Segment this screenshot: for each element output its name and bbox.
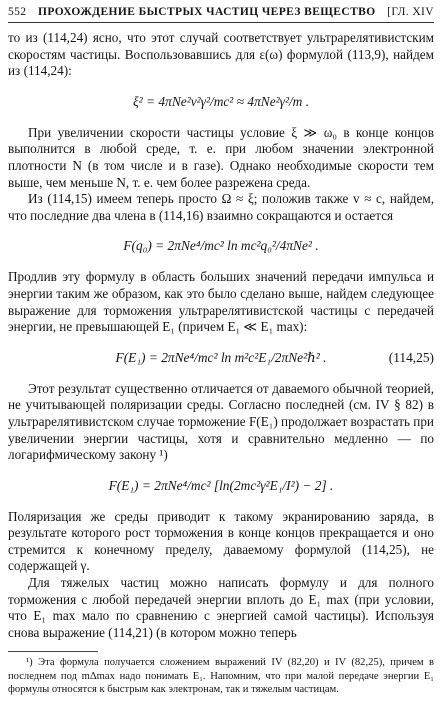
paragraph-4: Продлив эту формулу в область больших значений передачи импульса и энергии таким же образом, как это было сделано выше, найдем следующее выражение для торможения ультрарелятивистской частицы с передачей энергии, не превышающей E₁ (причем E₁ ≪ E₁ max): — [8, 269, 434, 335]
formula-f-q0: F(q₀) = 2πNe⁴/mc² ln mc²q₀²/4πNe² . — [123, 238, 319, 254]
paragraph-6: Поляризация же среды приводит к такому экранированию заряда, в результате которого рост торможения в конце концов прекращается и оно стремится к конечному пределу, даваемому формулой (114,25), не содержащей γ. — [8, 508, 434, 574]
paragraph-1: то из (114,24) ясно, что этот случай соответствует ультрарелятивистским скоростям частицы. Воспользовавшись для ε(ω) формулой (113,9), найдем из (114,24): — [8, 30, 434, 79]
paragraph-7: Для тяжелых частиц можно написать формулу и для полного торможения с любой передачей энергии вплоть до E₁ max (при условии, что E₁ max мало по сравнению с энергией самой частицы). Используя снова выражение (114,21) (в котором можно теперь — [8, 575, 434, 640]
page-number: 552 — [8, 6, 27, 18]
formula-f-e1-log: F(E₁) = 2πNe⁴/mc² [ln(2mc²γ²E₁/I²) − 2] . — [108, 477, 334, 493]
book-page — [8, 4, 434, 696]
running-header — [8, 4, 434, 23]
formula-114-25 — [8, 343, 434, 373]
equation-number: (114,25) — [388, 349, 434, 365]
footnote: ¹) Эта формула получается сложением выражений IV (82,20) и IV (82,25), причем в последнем под mΔmax надо понимать E₁. Напомним, что при малой передаче энергии E₁ формулы относятся к быстрым как электронам, так и тяжелым частицам. — [8, 657, 434, 695]
formula-114-25-body: F(E₁) = 2πNe⁴/mc² ln m²c²E₁/2πNe²ℏ² . — [115, 349, 327, 365]
paragraph-2: При увеличении скорости частицы условие ξ ≫ ω₀ в конце концов выполнится в любой среде, т. е. при любом значении электронной плотности N (в том числе и в газе). Однако необходимые скорости тем выше, чем меньше N, т. е. чем более разрежена среда. — [8, 124, 434, 190]
running-title: ПРОХОЖДЕНИЕ БЫСТРЫХ ЧАСТИЦ ЧЕРЕЗ ВЕЩЕСТВО — [38, 6, 376, 18]
chapter-label: [ГЛ. XIV — [387, 6, 434, 18]
paragraph-5: Этот результат существенно отличается от даваемого обычной теорией, не учитывающей поляризации среды. Согласно последней (см. IV § 82) в ультрарелятивистском случае торможение F(E₁) продолжает возрастать при увеличении энергии частицы, хотя и сравнительно медленно — по логарифмическому закону ¹) — [8, 380, 434, 463]
footnote-separator — [8, 651, 98, 652]
paragraph-3: Из (114,15) имеем теперь просто Ω ≈ ξ; положив также v ≈ c, найдем, что последние два члена в (114,16) взаимно сокращаются и остается — [8, 191, 434, 223]
formula-xi-squared: ξ² = 4πNe²v²γ²/mc² ≈ 4πNe²γ²/m . — [132, 93, 310, 109]
